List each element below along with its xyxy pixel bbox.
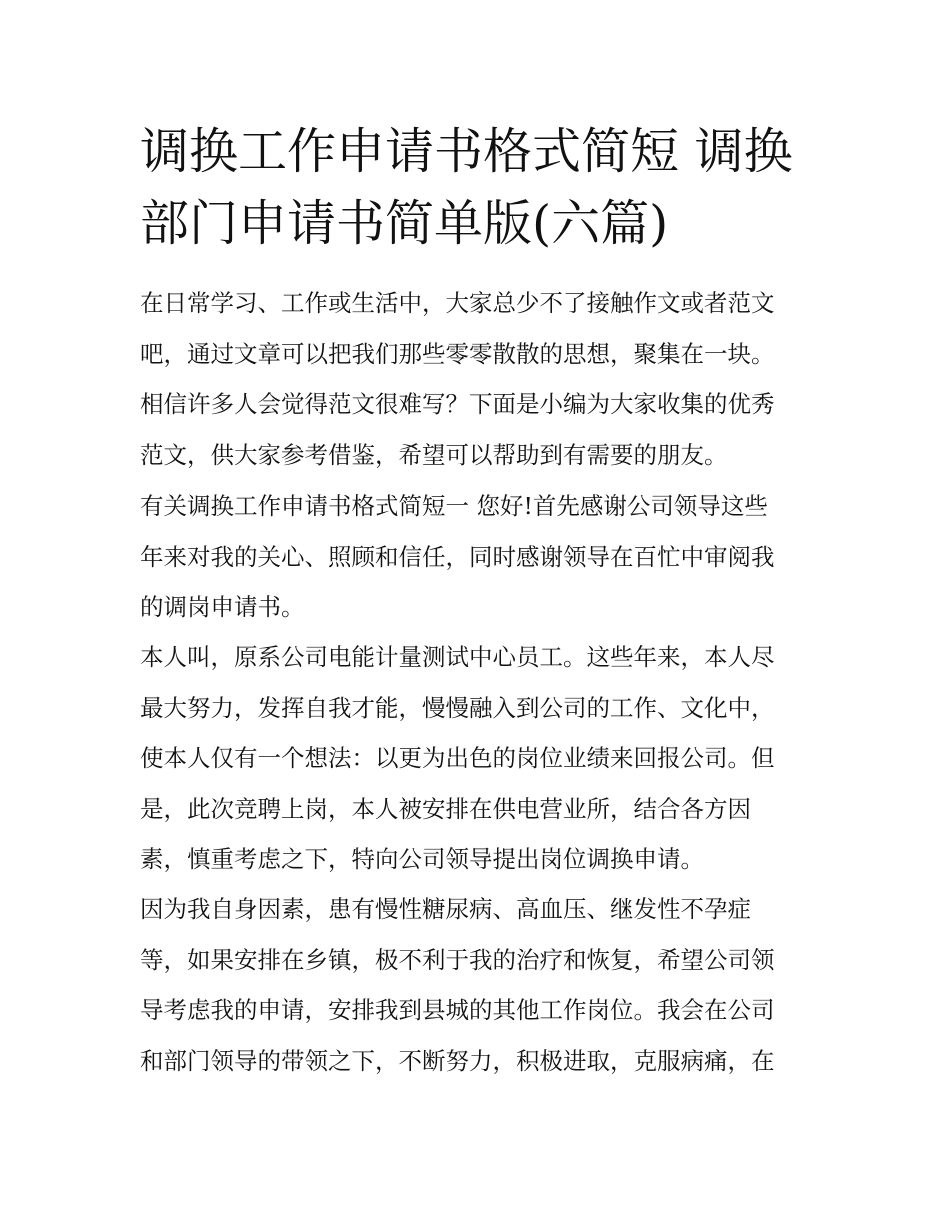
- document-title: 调换工作申请书格式简短 调换 部门申请书简单版(六篇): [140, 123, 793, 252]
- paragraph-reason: 因为我自身因素，患有慢性糖尿病、高血压、继发性不孕症 等，如果安排在乡镇，极不利于我的治疗和恢复，希望公司领 导考虑我的申请，安排我到县城的其他工作岗位。我会在公司 和部门领导的带领之下，不断努力，积极进取，克服病痛，在: [140, 895, 775, 1075]
- paragraph-intro: 在日常学习、工作或生活中，大家总少不了接触作文或者范文 吧，通过文章可以把我们那些零零散散的思想，聚集在一块。 相信许多人会觉得范文很难写？下面是小编为大家收集的优秀 范文，供大家参考借鉴，希望可以帮助到有需要的朋友。: [140, 289, 775, 469]
- paragraph-background: 本人叫，原系公司电能计量测试中心员工。这些年来，本人尽 最大努力，发挥自我才能，慢慢融入到公司的工作、文化中， 使本人仅有一个想法：以更为出色的岗位业绩来回报公司。但 是，此次竞聘上岗，本人被安排在供电营业所，结合各方因 素，慎重考虑之下，特向公司领导提出岗位调换申请。: [140, 643, 775, 873]
- paragraph-greeting: 有关调换工作申请书格式简短一 您好!首先感谢公司领导这些 年来对我的关心、照顾和信任，同时感谢领导在百忙中审阅我 的调岗申请书。: [140, 492, 775, 621]
